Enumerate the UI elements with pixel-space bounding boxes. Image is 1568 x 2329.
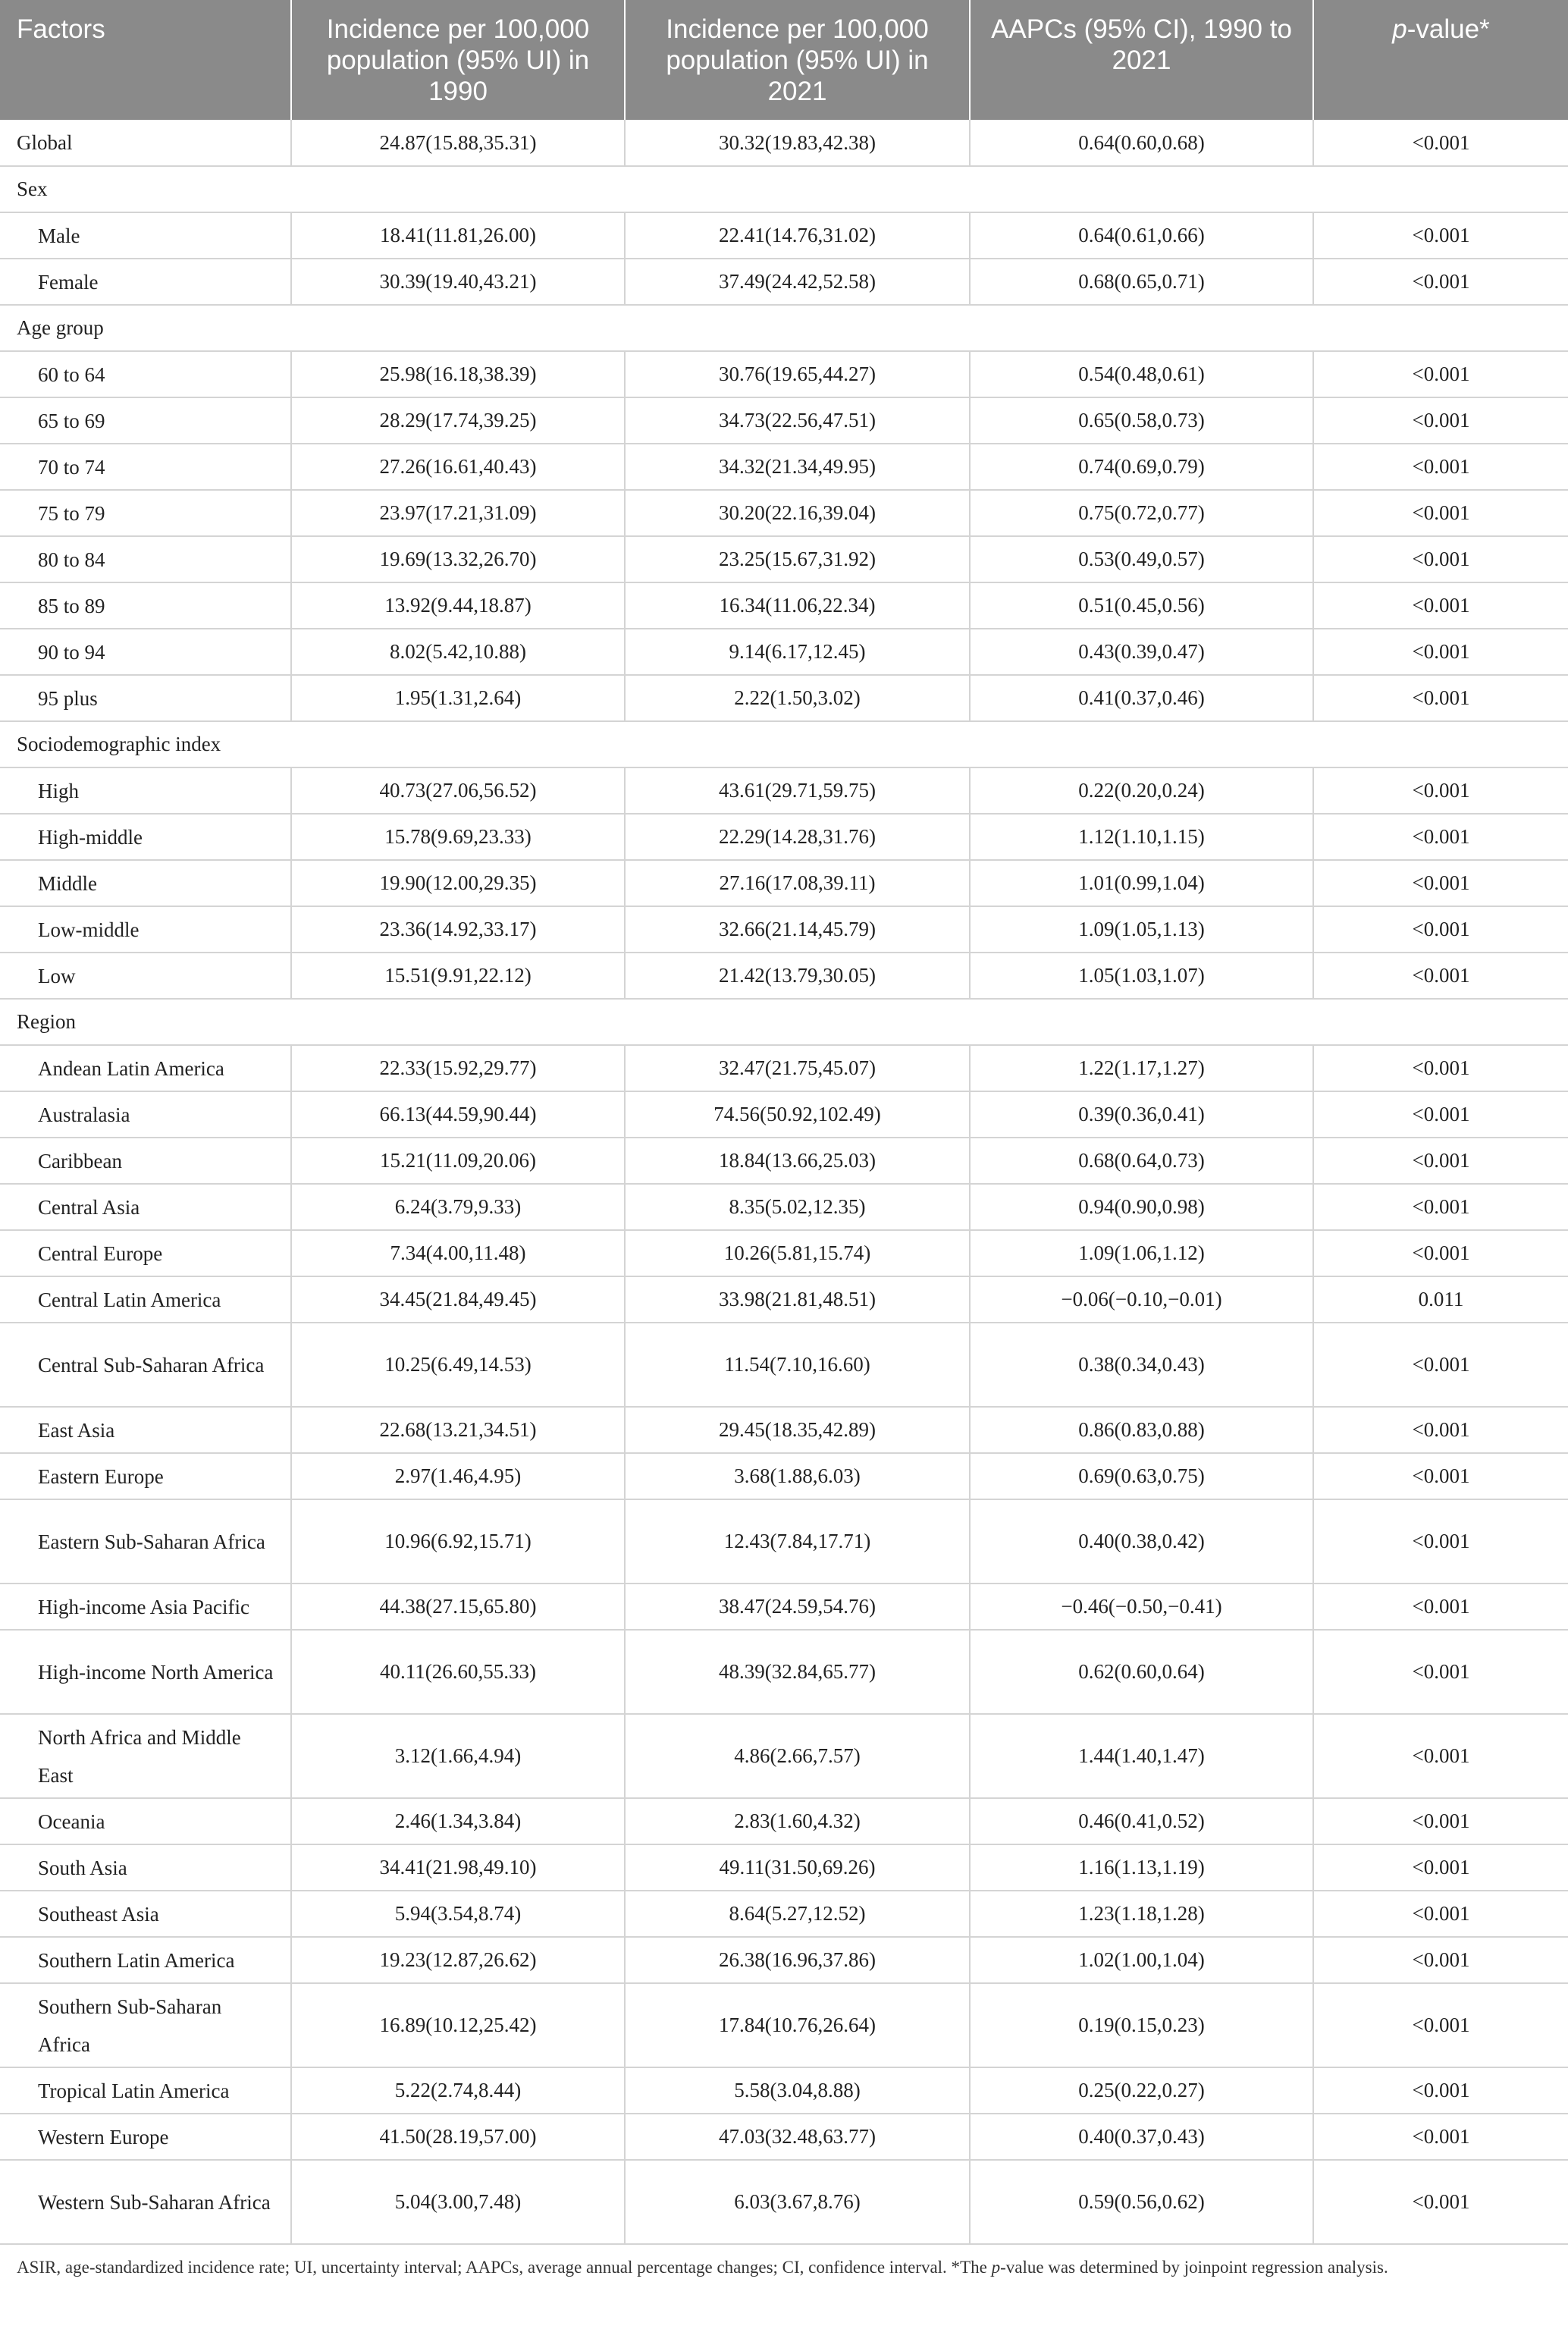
incidence-2021-cell: 22.41(14.76,31.02) <box>625 212 970 259</box>
aapc-cell: 0.43(0.39,0.47) <box>970 629 1313 675</box>
aapc-cell: 0.74(0.69,0.79) <box>970 444 1313 490</box>
table-row <box>0 1323 1568 1407</box>
incidence-1990-cell: 15.78(9.69,23.33) <box>291 814 625 860</box>
table-row <box>0 1138 1568 1184</box>
incidence-2021-cell: 12.43(7.84,17.71) <box>625 1499 970 1584</box>
incidence-1990-cell: 13.92(9.44,18.87) <box>291 582 625 629</box>
factor-cell: High-income North America <box>0 1630 291 1714</box>
factor-cell: 75 to 79 <box>0 490 291 536</box>
aapc-cell: 0.40(0.37,0.43) <box>970 2114 1313 2160</box>
p-value-cell: <0.001 <box>1313 1091 1568 1138</box>
table-row <box>0 1453 1568 1499</box>
p-value-cell: <0.001 <box>1313 1453 1568 1499</box>
incidence-1990-cell: 8.02(5.42,10.88) <box>291 629 625 675</box>
p-value-cell: <0.001 <box>1313 490 1568 536</box>
aapc-cell: 0.25(0.22,0.27) <box>970 2067 1313 2114</box>
aapc-cell: 1.16(1.13,1.19) <box>970 1844 1313 1891</box>
p-value-cell: <0.001 <box>1313 444 1568 490</box>
incidence-1990-cell: 30.39(19.40,43.21) <box>291 259 625 305</box>
table-row <box>0 1091 1568 1138</box>
p-value-cell: <0.001 <box>1313 906 1568 953</box>
incidence-2021-cell: 21.42(13.79,30.05) <box>625 953 970 999</box>
table-row <box>0 120 1568 166</box>
p-value-cell: <0.001 <box>1313 1630 1568 1714</box>
incidence-1990-cell: 6.24(3.79,9.33) <box>291 1184 625 1230</box>
table-row <box>0 2067 1568 2114</box>
p-value-cell: <0.001 <box>1313 1584 1568 1630</box>
p-value-cell: <0.001 <box>1313 582 1568 629</box>
factor-cell: Eastern Sub-Saharan Africa <box>0 1499 291 1584</box>
incidence-1990-cell: 19.90(12.00,29.35) <box>291 860 625 906</box>
incidence-2021-cell: 37.49(24.42,52.58) <box>625 259 970 305</box>
header-row <box>0 0 1568 120</box>
p-value-cell: <0.001 <box>1313 1891 1568 1937</box>
table-row <box>0 212 1568 259</box>
header-p-italic: p <box>1392 14 1407 44</box>
incidence-2021-cell: 32.47(21.75,45.07) <box>625 1045 970 1091</box>
p-value-cell: <0.001 <box>1313 2067 1568 2114</box>
section-label: Sociodemographic index <box>0 721 1568 767</box>
factor-cell: Low <box>0 953 291 999</box>
p-value-cell: <0.001 <box>1313 629 1568 675</box>
p-value-cell: <0.001 <box>1313 212 1568 259</box>
incidence-2021-cell: 9.14(6.17,12.45) <box>625 629 970 675</box>
table-row <box>0 351 1568 397</box>
p-value-cell: <0.001 <box>1313 351 1568 397</box>
p-value-cell: <0.001 <box>1313 675 1568 721</box>
incidence-1990-cell: 15.21(11.09,20.06) <box>291 1138 625 1184</box>
p-value-cell: <0.001 <box>1313 259 1568 305</box>
incidence-2021-cell: 18.84(13.66,25.03) <box>625 1138 970 1184</box>
incidence-1990-cell: 28.29(17.74,39.25) <box>291 397 625 444</box>
p-value-cell: <0.001 <box>1313 1937 1568 1983</box>
p-value-cell: <0.001 <box>1313 1407 1568 1453</box>
factor-cell: Middle <box>0 860 291 906</box>
table-header <box>0 0 1568 120</box>
table-row <box>0 1184 1568 1230</box>
section-header-row <box>0 166 1568 212</box>
table-row <box>0 444 1568 490</box>
incidence-2021-cell: 30.20(22.16,39.04) <box>625 490 970 536</box>
incidence-2021-cell: 34.73(22.56,47.51) <box>625 397 970 444</box>
p-value-cell: <0.001 <box>1313 1499 1568 1584</box>
p-value-cell: <0.001 <box>1313 397 1568 444</box>
p-value-cell: <0.001 <box>1313 1798 1568 1844</box>
footnote-text-2: -value was determined by joinpoint regression analysis. <box>1000 2258 1388 2277</box>
factor-cell: Australasia <box>0 1091 291 1138</box>
table-body <box>0 120 1568 2244</box>
incidence-1990-cell: 19.69(13.32,26.70) <box>291 536 625 582</box>
aapc-cell: 1.23(1.18,1.28) <box>970 1891 1313 1937</box>
table-row <box>0 1983 1568 2067</box>
p-value-cell: <0.001 <box>1313 1714 1568 1798</box>
incidence-2021-cell: 2.83(1.60,4.32) <box>625 1798 970 1844</box>
incidence-1990-cell: 44.38(27.15,65.80) <box>291 1584 625 1630</box>
incidence-2021-cell: 8.35(5.02,12.35) <box>625 1184 970 1230</box>
aapc-cell: 1.05(1.03,1.07) <box>970 953 1313 999</box>
aapc-cell: 0.59(0.56,0.62) <box>970 2160 1313 2244</box>
p-value-cell: <0.001 <box>1313 120 1568 166</box>
aapc-cell: 0.69(0.63,0.75) <box>970 1453 1313 1499</box>
aapc-cell: 1.09(1.05,1.13) <box>970 906 1313 953</box>
factor-cell: Andean Latin America <box>0 1045 291 1091</box>
aapc-cell: 0.94(0.90,0.98) <box>970 1184 1313 1230</box>
table-row <box>0 1407 1568 1453</box>
incidence-2021-cell: 10.26(5.81,15.74) <box>625 1230 970 1276</box>
incidence-2021-cell: 3.68(1.88,6.03) <box>625 1453 970 1499</box>
aapc-cell: −0.06(−0.10,−0.01) <box>970 1276 1313 1323</box>
incidence-1990-cell: 22.33(15.92,29.77) <box>291 1045 625 1091</box>
table-row <box>0 767 1568 814</box>
incidence-2021-cell: 8.64(5.27,12.52) <box>625 1891 970 1937</box>
header-aapc: AAPCs (95% CI), 1990 to 2021 <box>970 0 1313 120</box>
incidence-1990-cell: 41.50(28.19,57.00) <box>291 2114 625 2160</box>
factor-cell: Eastern Europe <box>0 1453 291 1499</box>
incidence-1990-cell: 23.36(14.92,33.17) <box>291 906 625 953</box>
p-value-cell: <0.001 <box>1313 2114 1568 2160</box>
p-value-cell: <0.001 <box>1313 2160 1568 2244</box>
aapc-cell: 0.51(0.45,0.56) <box>970 582 1313 629</box>
section-header-row <box>0 721 1568 767</box>
p-value-cell: <0.001 <box>1313 1184 1568 1230</box>
section-label: Sex <box>0 166 1568 212</box>
table-row <box>0 259 1568 305</box>
table-row <box>0 675 1568 721</box>
incidence-1990-cell: 10.96(6.92,15.71) <box>291 1499 625 1584</box>
incidence-2021-cell: 17.84(10.76,26.64) <box>625 1983 970 2067</box>
table-row <box>0 1276 1568 1323</box>
factor-cell: Female <box>0 259 291 305</box>
incidence-2021-cell: 32.66(21.14,45.79) <box>625 906 970 953</box>
table-row <box>0 1844 1568 1891</box>
aapc-cell: 0.41(0.37,0.46) <box>970 675 1313 721</box>
incidence-1990-cell: 34.45(21.84,49.45) <box>291 1276 625 1323</box>
incidence-1990-cell: 24.87(15.88,35.31) <box>291 120 625 166</box>
incidence-1990-cell: 7.34(4.00,11.48) <box>291 1230 625 1276</box>
incidence-1990-cell: 3.12(1.66,4.94) <box>291 1714 625 1798</box>
footnote-text-1: ASIR, age-standardized incidence rate; UI, uncertainty interval; AAPCs, average annual percentage changes; CI, confidence interval. *The <box>17 2258 992 2277</box>
factor-cell: Western Europe <box>0 2114 291 2160</box>
incidence-2021-cell: 11.54(7.10,16.60) <box>625 1323 970 1407</box>
incidence-1990-cell: 5.22(2.74,8.44) <box>291 2067 625 2114</box>
table-row <box>0 906 1568 953</box>
aapc-cell: 1.12(1.10,1.15) <box>970 814 1313 860</box>
factor-cell: Global <box>0 120 291 166</box>
p-value-cell: <0.001 <box>1313 1983 1568 2067</box>
factor-cell: High-income Asia Pacific <box>0 1584 291 1630</box>
aapc-cell: 0.64(0.61,0.66) <box>970 212 1313 259</box>
header-factors: Factors <box>0 0 291 120</box>
table-row <box>0 1230 1568 1276</box>
incidence-1990-cell: 1.95(1.31,2.64) <box>291 675 625 721</box>
p-value-cell: <0.001 <box>1313 953 1568 999</box>
aapc-cell: 0.54(0.48,0.61) <box>970 351 1313 397</box>
factor-cell: Western Sub-Saharan Africa <box>0 2160 291 2244</box>
incidence-1990-cell: 15.51(9.91,22.12) <box>291 953 625 999</box>
factor-cell: 80 to 84 <box>0 536 291 582</box>
incidence-1990-cell: 27.26(16.61,40.43) <box>291 444 625 490</box>
aapc-cell: 1.09(1.06,1.12) <box>970 1230 1313 1276</box>
table-row <box>0 397 1568 444</box>
incidence-2021-cell: 29.45(18.35,42.89) <box>625 1407 970 1453</box>
aapc-cell: 0.39(0.36,0.41) <box>970 1091 1313 1138</box>
incidence-2021-cell: 30.76(19.65,44.27) <box>625 351 970 397</box>
factor-cell: Central Sub-Saharan Africa <box>0 1323 291 1407</box>
table-row <box>0 582 1568 629</box>
aapc-cell: 1.02(1.00,1.04) <box>970 1937 1313 1983</box>
factor-cell: Male <box>0 212 291 259</box>
incidence-1990-cell: 2.46(1.34,3.84) <box>291 1798 625 1844</box>
aapc-cell: 0.68(0.64,0.73) <box>970 1138 1313 1184</box>
table-row <box>0 2160 1568 2244</box>
incidence-2021-cell: 22.29(14.28,31.76) <box>625 814 970 860</box>
p-value-cell: <0.001 <box>1313 1844 1568 1891</box>
factor-cell: 60 to 64 <box>0 351 291 397</box>
incidence-2021-cell: 26.38(16.96,37.86) <box>625 1937 970 1983</box>
incidence-2021-cell: 4.86(2.66,7.57) <box>625 1714 970 1798</box>
incidence-1990-cell: 40.73(27.06,56.52) <box>291 767 625 814</box>
incidence-1990-cell: 66.13(44.59,90.44) <box>291 1091 625 1138</box>
table-row <box>0 1584 1568 1630</box>
aapc-cell: 0.68(0.65,0.71) <box>970 259 1313 305</box>
incidence-2021-cell: 48.39(32.84,65.77) <box>625 1630 970 1714</box>
factor-cell: 70 to 74 <box>0 444 291 490</box>
aapc-cell: 0.86(0.83,0.88) <box>970 1407 1313 1453</box>
incidence-2021-cell: 27.16(17.08,39.11) <box>625 860 970 906</box>
factor-cell: Southern Sub-Saharan Africa <box>0 1983 291 2067</box>
incidence-2021-cell: 30.32(19.83,42.38) <box>625 120 970 166</box>
aapc-cell: 0.64(0.60,0.68) <box>970 120 1313 166</box>
incidence-1990-cell: 5.94(3.54,8.74) <box>291 1891 625 1937</box>
table-row <box>0 1798 1568 1844</box>
p-value-cell: 0.011 <box>1313 1276 1568 1323</box>
incidence-1990-cell: 16.89(10.12,25.42) <box>291 1983 625 2067</box>
incidence-2021-cell: 74.56(50.92,102.49) <box>625 1091 970 1138</box>
section-label: Region <box>0 999 1568 1045</box>
incidence-1990-cell: 23.97(17.21,31.09) <box>291 490 625 536</box>
incidence-1990-cell: 40.11(26.60,55.33) <box>291 1630 625 1714</box>
incidence-1990-cell: 5.04(3.00,7.48) <box>291 2160 625 2244</box>
factor-cell: Low-middle <box>0 906 291 953</box>
incidence-1990-cell: 19.23(12.87,26.62) <box>291 1937 625 1983</box>
header-p-rest: -value* <box>1406 14 1490 44</box>
header-incidence-2021: Incidence per 100,000 population (95% UI) in 2021 <box>625 0 970 120</box>
table-row <box>0 1045 1568 1091</box>
aapc-cell: 1.44(1.40,1.47) <box>970 1714 1313 1798</box>
factor-cell: South Asia <box>0 1844 291 1891</box>
table-row <box>0 629 1568 675</box>
aapc-cell: −0.46(−0.50,−0.41) <box>970 1584 1313 1630</box>
incidence-2021-cell: 43.61(29.71,59.75) <box>625 767 970 814</box>
incidence-2021-cell: 33.98(21.81,48.51) <box>625 1276 970 1323</box>
p-value-cell: <0.001 <box>1313 860 1568 906</box>
incidence-1990-cell: 10.25(6.49,14.53) <box>291 1323 625 1407</box>
incidence-1990-cell: 22.68(13.21,34.51) <box>291 1407 625 1453</box>
aapc-cell: 0.38(0.34,0.43) <box>970 1323 1313 1407</box>
incidence-2021-cell: 6.03(3.67,8.76) <box>625 2160 970 2244</box>
factor-cell: Oceania <box>0 1798 291 1844</box>
factor-cell: Central Europe <box>0 1230 291 1276</box>
factor-cell: North Africa and Middle East <box>0 1714 291 1798</box>
p-value-cell: <0.001 <box>1313 1323 1568 1407</box>
p-value-cell: <0.001 <box>1313 1138 1568 1184</box>
incidence-2021-cell: 23.25(15.67,31.92) <box>625 536 970 582</box>
aapc-cell: 0.46(0.41,0.52) <box>970 1798 1313 1844</box>
table-row <box>0 536 1568 582</box>
table-row <box>0 1891 1568 1937</box>
aapc-cell: 0.40(0.38,0.42) <box>970 1499 1313 1584</box>
factor-cell: Tropical Latin America <box>0 2067 291 2114</box>
factor-cell: Southeast Asia <box>0 1891 291 1937</box>
incidence-1990-cell: 25.98(16.18,38.39) <box>291 351 625 397</box>
p-value-cell: <0.001 <box>1313 536 1568 582</box>
factor-cell: Central Latin America <box>0 1276 291 1323</box>
incidence-1990-cell: 34.41(21.98,49.10) <box>291 1844 625 1891</box>
table-row <box>0 860 1568 906</box>
section-header-row <box>0 999 1568 1045</box>
aapc-cell: 0.75(0.72,0.77) <box>970 490 1313 536</box>
incidence-1990-cell: 2.97(1.46,4.95) <box>291 1453 625 1499</box>
table-row <box>0 2114 1568 2160</box>
p-value-cell: <0.001 <box>1313 767 1568 814</box>
header-incidence-1990: Incidence per 100,000 population (95% UI) in 1990 <box>291 0 625 120</box>
factor-cell: Caribbean <box>0 1138 291 1184</box>
table-row <box>0 1937 1568 1983</box>
table-row <box>0 814 1568 860</box>
factor-cell: High-middle <box>0 814 291 860</box>
footnote-p-italic: p <box>991 2258 1001 2277</box>
incidence-1990-cell: 18.41(11.81,26.00) <box>291 212 625 259</box>
table-row <box>0 1630 1568 1714</box>
header-p-value <box>1313 0 1568 120</box>
section-label: Age group <box>0 305 1568 351</box>
aapc-cell: 1.01(0.99,1.04) <box>970 860 1313 906</box>
incidence-2021-cell: 34.32(21.34,49.95) <box>625 444 970 490</box>
aapc-cell: 0.22(0.20,0.24) <box>970 767 1313 814</box>
incidence-2021-cell: 2.22(1.50,3.02) <box>625 675 970 721</box>
p-value-cell: <0.001 <box>1313 814 1568 860</box>
p-value-cell: <0.001 <box>1313 1230 1568 1276</box>
table-row <box>0 1499 1568 1584</box>
aapc-cell: 0.62(0.60,0.64) <box>970 1630 1313 1714</box>
aapc-cell: 0.53(0.49,0.57) <box>970 536 1313 582</box>
factor-cell: 95 plus <box>0 675 291 721</box>
incidence-2021-cell: 16.34(11.06,22.34) <box>625 582 970 629</box>
incidence-2021-cell: 49.11(31.50,69.26) <box>625 1844 970 1891</box>
incidence-2021-cell: 5.58(3.04,8.88) <box>625 2067 970 2114</box>
section-header-row <box>0 305 1568 351</box>
factor-cell: Southern Latin America <box>0 1937 291 1983</box>
factor-cell: Central Asia <box>0 1184 291 1230</box>
table-row <box>0 1714 1568 1798</box>
table-row <box>0 953 1568 999</box>
factor-cell: 65 to 69 <box>0 397 291 444</box>
factor-cell: East Asia <box>0 1407 291 1453</box>
factor-cell: 90 to 94 <box>0 629 291 675</box>
aapc-cell: 1.22(1.17,1.27) <box>970 1045 1313 1091</box>
incidence-2021-cell: 47.03(32.48,63.77) <box>625 2114 970 2160</box>
table-footnote <box>0 2245 1568 2279</box>
aapc-cell: 0.65(0.58,0.73) <box>970 397 1313 444</box>
factor-cell: High <box>0 767 291 814</box>
table-row <box>0 490 1568 536</box>
aapc-cell: 0.19(0.15,0.23) <box>970 1983 1313 2067</box>
factor-cell: 85 to 89 <box>0 582 291 629</box>
incidence-2021-cell: 38.47(24.59,54.76) <box>625 1584 970 1630</box>
p-value-cell: <0.001 <box>1313 1045 1568 1091</box>
